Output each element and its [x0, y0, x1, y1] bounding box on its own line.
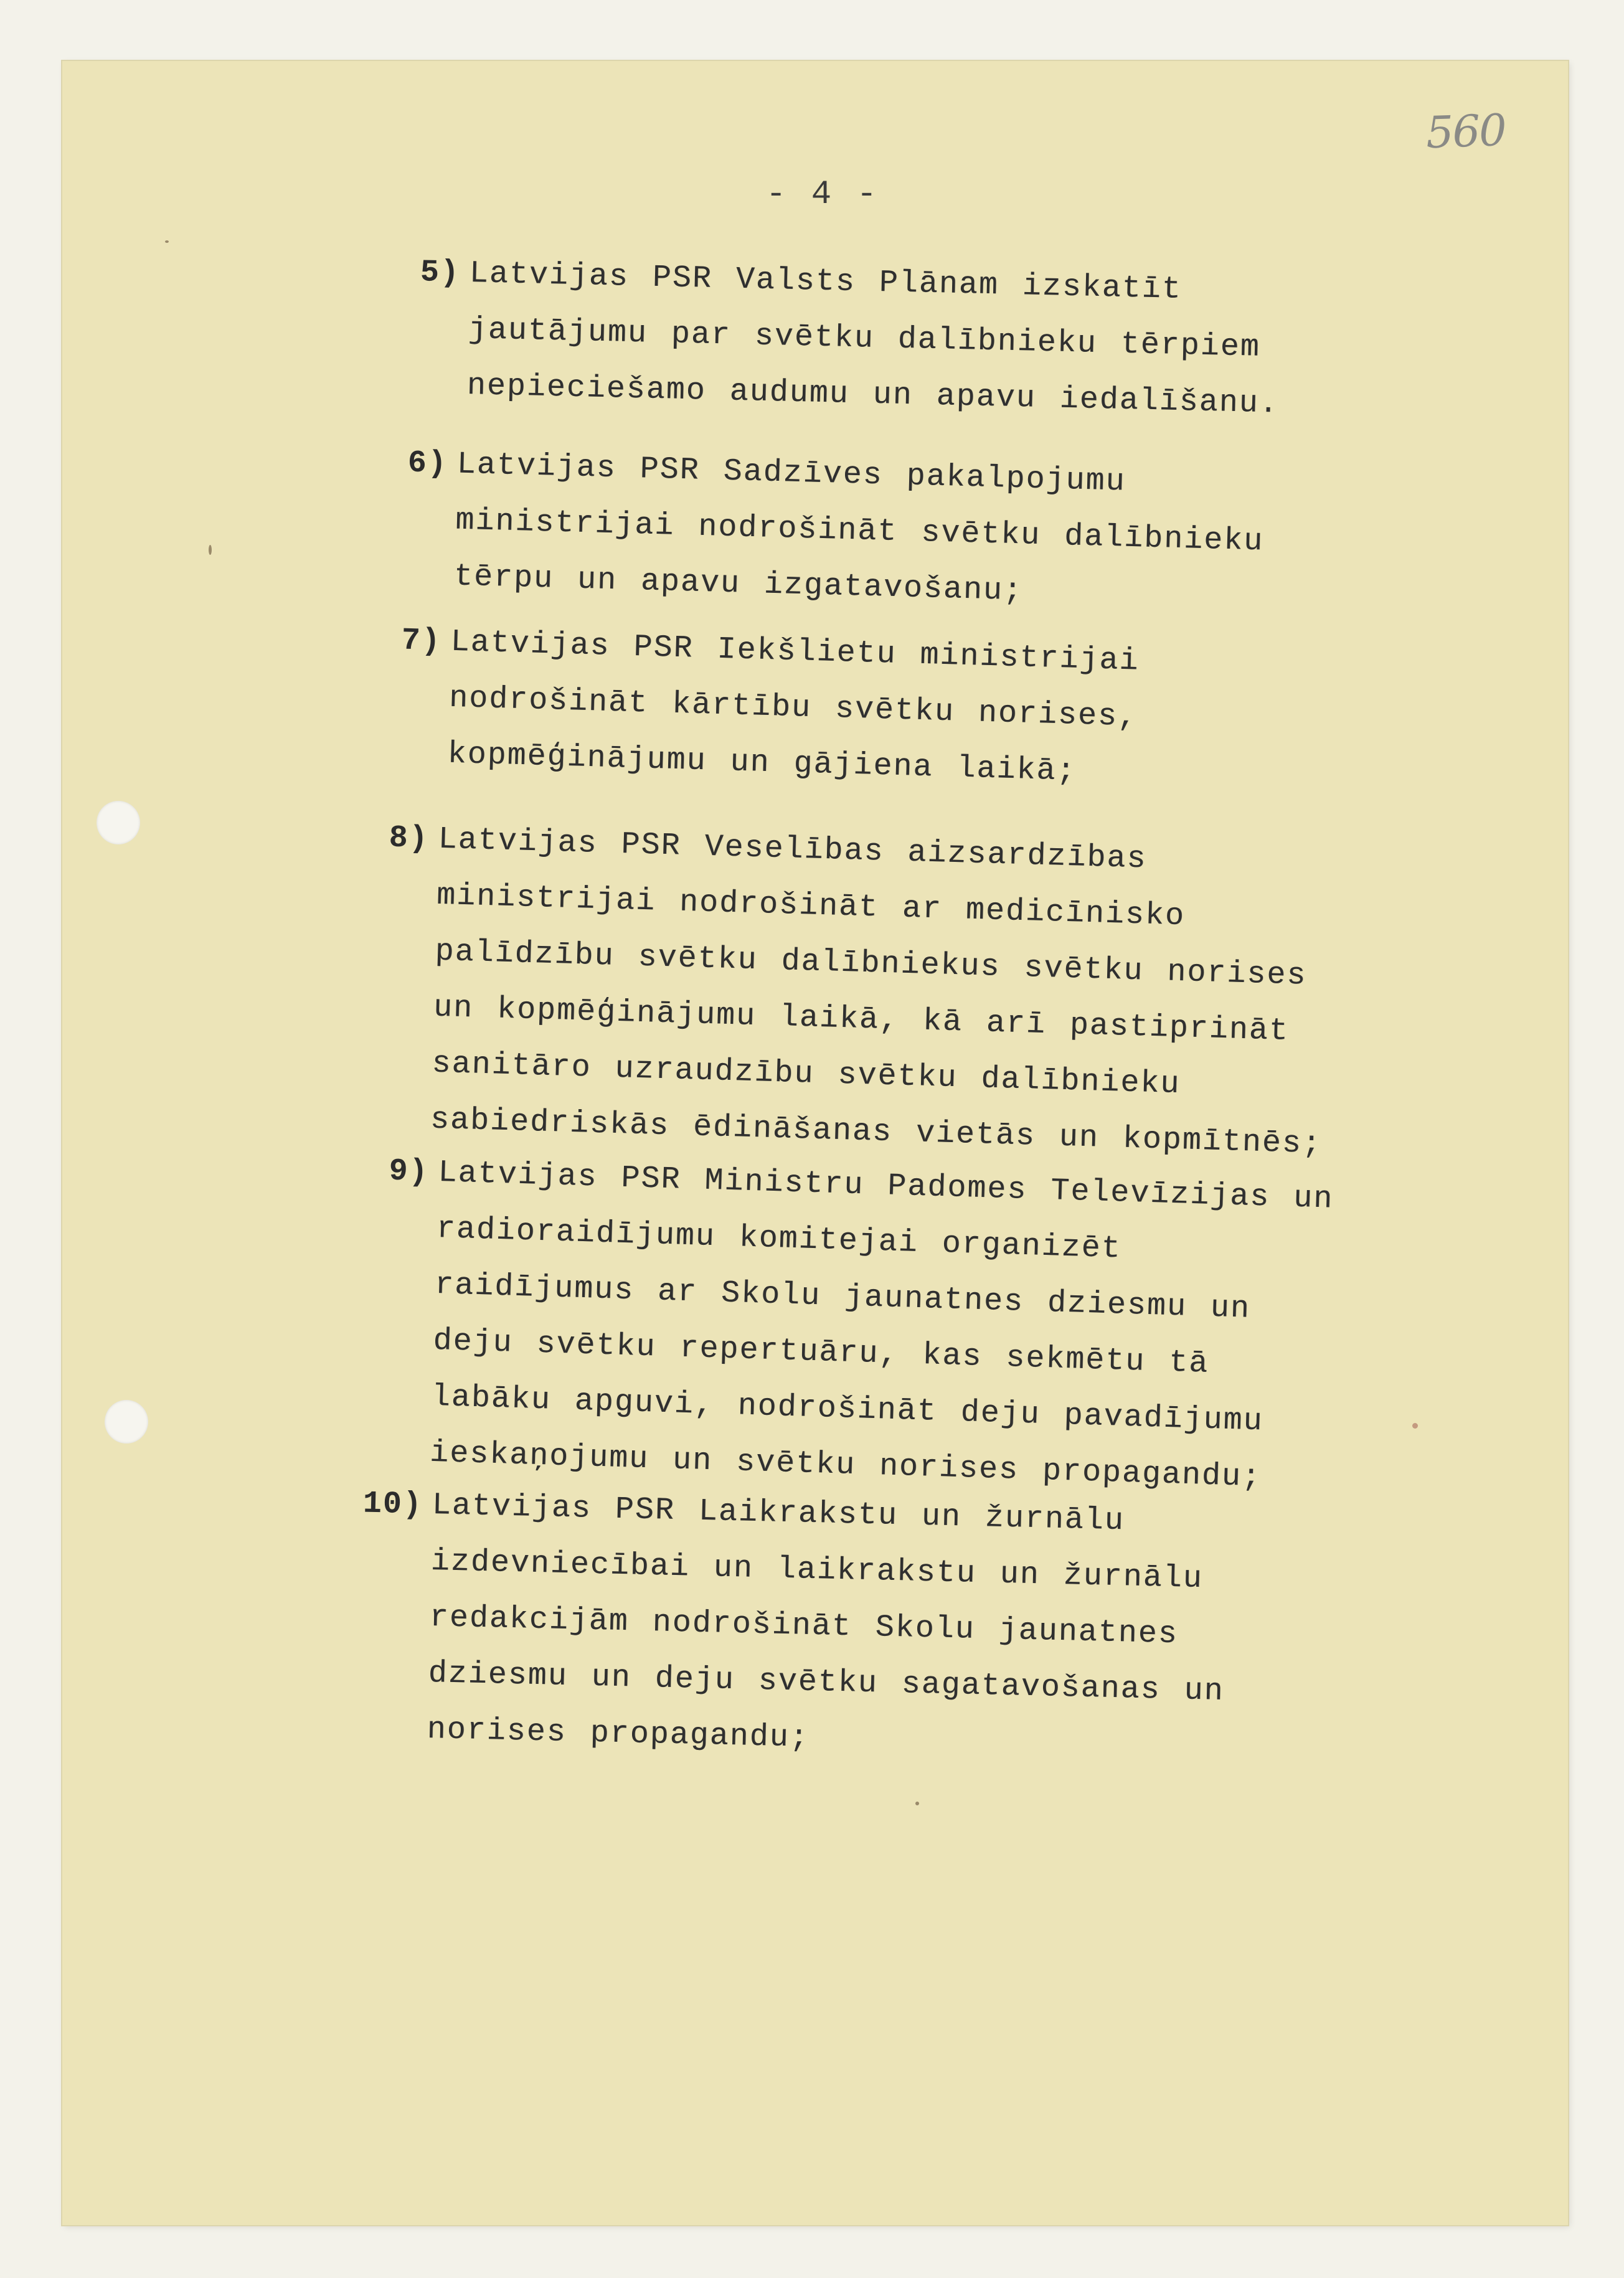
item-number: 9) — [388, 1153, 430, 1191]
item-text: Latvijas PSR Valsts Plānam izskatīt jautājumu par svētku dalībnieku tērpiem nepieciešamo audumu un apavu iedalīšanu. — [466, 256, 1280, 422]
archive-page-number: 560 — [1425, 104, 1507, 159]
item-text: Latvijas PSR Ministru Padomes Televīzijas un radioraidījumu komitejai organizēt raidījumus ar Skolu jaunatnes dziesmu un deju svētku repertuāru, kas sekmētu tā labāku apguvi, nodrošināt deju pavadījumu ieskaņojumu un svētku norises propagandu; — [429, 1155, 1334, 1496]
item-number: 10) — [362, 1486, 423, 1523]
punch-hole — [97, 801, 140, 844]
paper-speck — [165, 240, 169, 243]
item-number: 5) — [420, 255, 461, 291]
paper-speck — [209, 545, 212, 555]
item-text: Latvijas PSR Sadzīves pakalpojumu ministrijai nodrošināt svētku dalībnieku tērpu un apavu izgatavošanu; — [453, 447, 1264, 610]
punch-hole — [105, 1400, 148, 1444]
item-text: Latvijas PSR Laikrakstu un žurnālu izdevniecībai un laikrakstu un žurnālu redakcijām nodrošināt Skolu jaunatnes dziesmu un deju svētku sagatavošanas un norises propagandu; — [427, 1488, 1225, 1756]
page-number: - 4 - — [766, 176, 880, 214]
item-number: 6) — [407, 445, 448, 483]
paper-speck — [1412, 1423, 1418, 1429]
item-number: 7) — [400, 623, 442, 660]
paper-speck — [915, 1802, 919, 1805]
item-text: Latvijas PSR Iekšlietu ministrijai nodrošināt kārtību svētku norises, kopmēģinājumu un gājiena laikā; — [446, 624, 1140, 790]
item-text: Latvijas PSR Veselības aizsardzības ministrijai nodrošināt ar medicīnisko palīdzību svētku dalībniekus svētku norises un kopmēģinājumu laikā, kā arī pastiprināt sanitāro uzraudzību svētku dalībnieku sabiedriskās ēdināšanas vietās un kopmītnēs; — [430, 821, 1323, 1163]
item-number: 8) — [388, 820, 430, 858]
